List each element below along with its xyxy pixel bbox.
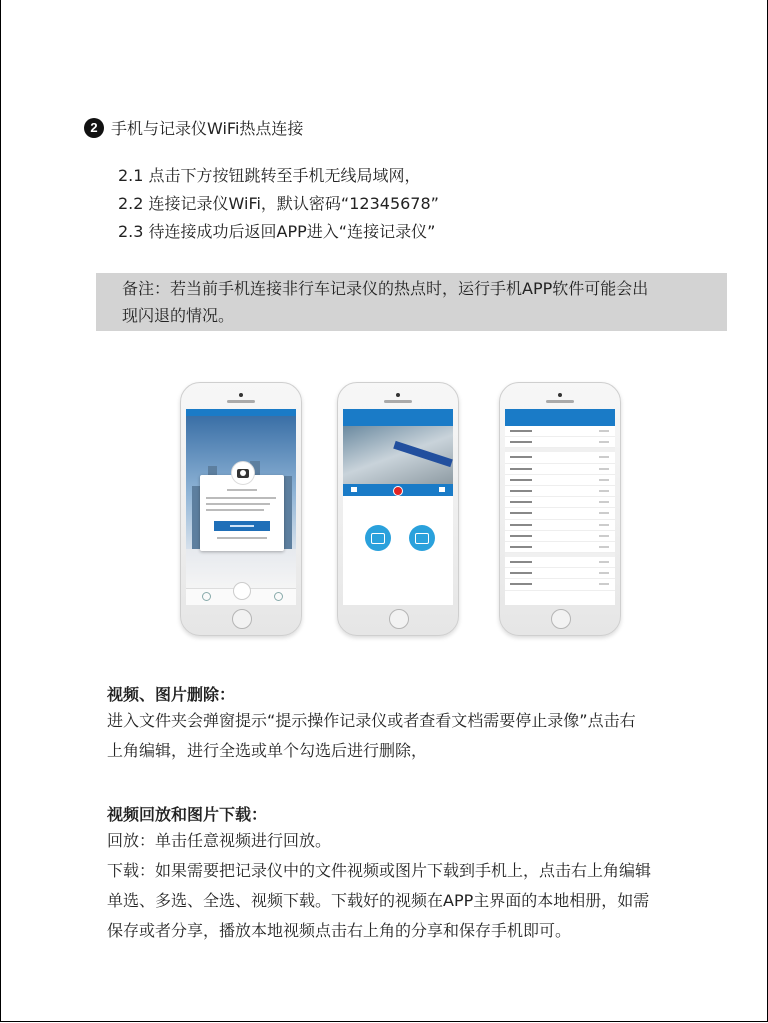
list-item [505, 579, 615, 590]
phone-screenshot-settings [499, 382, 621, 636]
phone-speaker [384, 400, 412, 403]
status-bar [505, 409, 615, 416]
phone-screenshot-liveview [337, 382, 459, 636]
live-video-preview [343, 426, 453, 484]
list-item [505, 437, 615, 448]
phone-camera [396, 393, 400, 397]
phone-screen [343, 409, 453, 605]
playback-section-title: 视频回放和图片下载： [107, 805, 268, 824]
step-number-badge: 2 [84, 118, 104, 138]
camera-icon [231, 461, 255, 485]
step-item: 2.2 连接记录仪WiFi，默认密码“12345678” [118, 194, 439, 213]
list-item [505, 464, 615, 475]
note-line: 现闪退的情况。 [122, 306, 235, 325]
list-item [505, 542, 615, 553]
phone-screen [505, 409, 615, 605]
playback-line: 单选、多选、全选、视频下载。下载好的视频在APP主界面的本地相册，如需 [107, 891, 650, 910]
step-list [118, 162, 439, 246]
list-item [505, 426, 615, 437]
list-item [505, 475, 615, 486]
phone-camera [239, 393, 243, 397]
phone-home-button [232, 609, 252, 629]
list-item [505, 531, 615, 542]
step-item: 2.3 待连接成功后返回APP进入“连接记录仪” [118, 222, 436, 241]
step-item: 2.1 点击下方按钮跳转至手机无线局域网， [118, 166, 421, 185]
phone-home-button [551, 609, 571, 629]
delete-section-body [107, 706, 727, 766]
list-item [505, 508, 615, 519]
note-box [96, 273, 727, 331]
delete-line: 上角编辑，进行全选或单个勾选后进行删除， [107, 741, 428, 760]
video-control-bar [343, 484, 453, 496]
phone-speaker [546, 400, 574, 403]
snapshot-icon [409, 525, 435, 551]
record-icon [393, 486, 403, 496]
playback-line: 回放：单击任意视频进行回放。 [107, 831, 332, 850]
phone-speaker [227, 400, 255, 403]
list-item [505, 520, 615, 531]
phone-screen [186, 409, 296, 605]
phone-home-button [389, 609, 409, 629]
list-item [505, 557, 615, 568]
playback-line: 保存或者分享，播放本地视频点击右上角的分享和保存手机即可。 [107, 921, 572, 940]
step-title: 手机与记录仪WiFi热点连接 [111, 119, 304, 138]
list-item [505, 497, 615, 508]
phone-camera [558, 393, 562, 397]
list-item [505, 452, 615, 463]
status-bar [186, 409, 296, 416]
status-bar [343, 409, 453, 416]
note-line: 备注：若当前手机连接非行车记录仪的热点时，运行手机APP软件可能会出 [122, 279, 649, 298]
delete-line: 进入文件夹会弹窗提示“提示操作记录仪或者查看文档需要停止录像”点击右 [107, 711, 636, 730]
step-heading [84, 116, 303, 139]
tab-bar [186, 588, 296, 605]
phone-screenshot-connect [180, 382, 302, 636]
settings-list [505, 426, 615, 591]
photo-album-icon [365, 525, 391, 551]
connect-button [214, 521, 270, 531]
app-title-bar [505, 416, 615, 426]
playback-line: 下载：如果需要把记录仪中的文件视频或图片下载到手机上，点击右上角编辑 [107, 861, 652, 880]
list-item [505, 568, 615, 579]
connect-dialog [200, 475, 284, 551]
app-title-bar [343, 416, 453, 426]
playback-section-body [107, 826, 727, 946]
delete-section-title: 视频、图片删除： [107, 685, 236, 704]
list-item [505, 486, 615, 497]
